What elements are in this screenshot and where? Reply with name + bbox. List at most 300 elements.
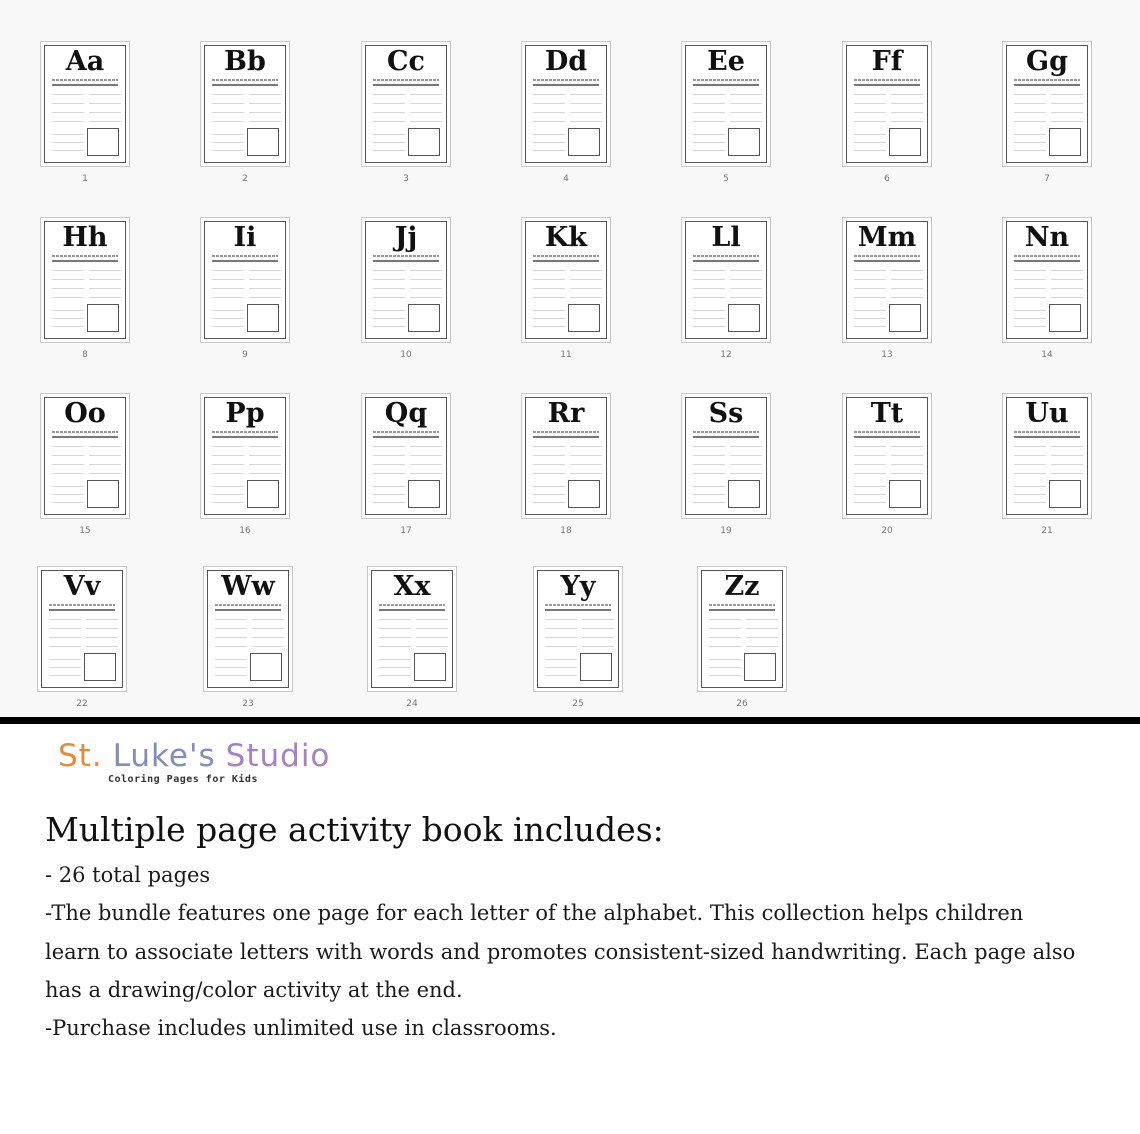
writing-line (533, 288, 565, 289)
writing-line (379, 667, 411, 668)
writing-line (410, 121, 442, 122)
writing-line (379, 646, 411, 647)
writing-line (570, 473, 602, 474)
worksheet-page (1002, 217, 1092, 343)
writing-line (693, 270, 725, 271)
writing-line (730, 103, 762, 104)
page-number: 22 (76, 699, 88, 709)
writing-line (693, 326, 725, 327)
writing-line (373, 502, 405, 503)
page-thumbnail (361, 41, 453, 184)
writing-line (212, 112, 244, 113)
writing-line (89, 279, 121, 280)
writing-line (52, 297, 84, 298)
writing-line (1014, 326, 1046, 327)
writing-line (373, 121, 405, 122)
writing-line (86, 637, 118, 638)
page-thumbnail (842, 217, 934, 360)
page-letter: Xx (393, 571, 431, 602)
writing-line (746, 637, 778, 638)
writing-line (373, 318, 405, 319)
page-thumbnail (200, 393, 292, 536)
drawing-box (84, 653, 116, 681)
writing-line (212, 134, 244, 135)
writing-line (730, 288, 762, 289)
writing-line (49, 637, 81, 638)
writing-line (854, 112, 886, 113)
page-thumbnail (1002, 217, 1094, 360)
writing-line (86, 646, 118, 647)
writing-line (416, 628, 448, 629)
writing-line (693, 502, 725, 503)
writing-line (570, 297, 602, 298)
worksheet-page (40, 393, 130, 519)
writing-line (533, 94, 565, 95)
detail-line: -The bundle features one page for each letter of the alphabet. This collection helps children learn to associate letters with words and promotes consistent-sized handwriting. Each page also has a drawing/color activity at the end. (45, 901, 1076, 1002)
drawing-box (1049, 128, 1081, 156)
writing-line (533, 310, 565, 311)
page-thumbnail (521, 217, 613, 360)
writing-line (373, 142, 405, 143)
page-thumbnail (521, 393, 613, 536)
instruction-line (373, 255, 439, 257)
drawing-box (247, 480, 279, 508)
writing-line (86, 619, 118, 620)
writing-line (746, 646, 778, 647)
writing-line (410, 112, 442, 113)
writing-line (693, 121, 725, 122)
page-number: 14 (1041, 350, 1053, 360)
writing-line (693, 446, 725, 447)
page-number: 15 (79, 526, 91, 536)
writing-line (1014, 94, 1046, 95)
page-letter: Ff (871, 46, 903, 77)
writing-line (693, 486, 725, 487)
writing-line (215, 646, 247, 647)
writing-line (89, 270, 121, 271)
drawing-box (1049, 480, 1081, 508)
writing-line (215, 619, 247, 620)
writing-line (533, 326, 565, 327)
page-letter: Jj (394, 222, 418, 253)
writing-line (891, 446, 923, 447)
writing-line (533, 486, 565, 487)
writing-line (89, 103, 121, 104)
writing-line (52, 473, 84, 474)
worksheet-page (40, 41, 130, 167)
page-number: 5 (723, 174, 729, 184)
writing-line (1014, 270, 1046, 271)
writing-line (854, 310, 886, 311)
page-thumbnail (681, 41, 773, 184)
writing-line (1014, 103, 1046, 104)
writing-line (52, 494, 84, 495)
writing-line (1051, 94, 1083, 95)
writing-line (49, 675, 81, 676)
page-thumbnail (200, 41, 292, 184)
writing-line (249, 455, 281, 456)
writing-line (379, 637, 411, 638)
writing-line (693, 455, 725, 456)
writing-line (533, 112, 565, 113)
writing-line (89, 297, 121, 298)
page-letter: Zz (724, 571, 760, 602)
writing-line (49, 619, 81, 620)
writing-line (533, 455, 565, 456)
writing-line (212, 494, 244, 495)
writing-line (891, 279, 923, 280)
worksheet-page (200, 393, 290, 519)
writing-line (545, 659, 577, 660)
writing-line (212, 464, 244, 465)
writing-line (533, 473, 565, 474)
writing-line (410, 446, 442, 447)
worksheet-page (37, 566, 127, 692)
writing-line (533, 103, 565, 104)
writing-line (52, 279, 84, 280)
writing-line (373, 94, 405, 95)
brand-tagline: Coloring Pages for Kids (108, 774, 258, 785)
instruction-line (52, 79, 118, 81)
writing-line (212, 310, 244, 311)
writing-line (1014, 473, 1046, 474)
worksheet-page (681, 41, 771, 167)
drawing-box (87, 128, 119, 156)
writing-line (1014, 464, 1046, 465)
writing-line (709, 667, 741, 668)
writing-line (854, 473, 886, 474)
page-letter: Oo (64, 398, 106, 429)
section-divider (0, 717, 1140, 724)
worksheet-page (842, 217, 932, 343)
writing-line (854, 494, 886, 495)
writing-line (379, 675, 411, 676)
page-number: 23 (242, 699, 254, 709)
drawing-box (744, 653, 776, 681)
page-thumbnail (37, 566, 129, 709)
writing-line (709, 675, 741, 676)
writing-line (730, 121, 762, 122)
writing-line (570, 279, 602, 280)
writing-line (379, 628, 411, 629)
writing-line (373, 446, 405, 447)
page-thumbnail (1002, 41, 1094, 184)
page-thumbnail (203, 566, 295, 709)
writing-line (545, 667, 577, 668)
writing-line (249, 121, 281, 122)
writing-line (533, 297, 565, 298)
page-thumbnail (1002, 393, 1094, 536)
writing-line (49, 646, 81, 647)
page-number: 18 (560, 526, 572, 536)
writing-line (212, 326, 244, 327)
writing-line (89, 94, 121, 95)
writing-line (373, 326, 405, 327)
writing-line (89, 121, 121, 122)
writing-line (1014, 446, 1046, 447)
writing-line (693, 279, 725, 280)
writing-line (1051, 279, 1083, 280)
writing-line (410, 279, 442, 280)
writing-line (1014, 142, 1046, 143)
page-letter: Dd (544, 46, 588, 77)
writing-line (379, 659, 411, 660)
writing-line (52, 502, 84, 503)
writing-line (545, 628, 577, 629)
writing-line (373, 297, 405, 298)
writing-line (854, 326, 886, 327)
writing-line (693, 473, 725, 474)
drawing-box (568, 480, 600, 508)
writing-line (212, 150, 244, 151)
writing-line (252, 628, 284, 629)
writing-line (730, 473, 762, 474)
writing-line (693, 142, 725, 143)
writing-line (570, 112, 602, 113)
page-thumbnail (842, 41, 934, 184)
instruction-line (212, 431, 278, 433)
brand-name-part-2: Luke's (112, 738, 216, 774)
writing-line (52, 270, 84, 271)
writing-line (212, 94, 244, 95)
detail-line: -Purchase includes unlimited use in classrooms. (45, 1016, 557, 1041)
instruction-line (379, 604, 445, 606)
writing-line (570, 94, 602, 95)
writing-line (410, 288, 442, 289)
product-headline: Multiple page activity book includes: (45, 810, 664, 849)
worksheet-page (1002, 41, 1092, 167)
writing-line (215, 659, 247, 660)
writing-line (1051, 446, 1083, 447)
writing-line (49, 628, 81, 629)
worksheet-page (361, 41, 451, 167)
writing-line (52, 446, 84, 447)
page-number: 2 (242, 174, 248, 184)
writing-line (1014, 297, 1046, 298)
writing-line (693, 103, 725, 104)
writing-line (746, 628, 778, 629)
writing-line (709, 619, 741, 620)
writing-line (1014, 121, 1046, 122)
drawing-box (247, 304, 279, 332)
writing-line (89, 288, 121, 289)
writing-line (416, 646, 448, 647)
page-letter: Rr (547, 398, 585, 429)
page-number: 20 (881, 526, 893, 536)
writing-line (215, 675, 247, 676)
writing-line (52, 288, 84, 289)
page-letter: Bb (224, 46, 266, 77)
writing-line (570, 121, 602, 122)
writing-line (252, 637, 284, 638)
writing-line (212, 446, 244, 447)
writing-line (730, 464, 762, 465)
writing-line (533, 446, 565, 447)
instruction-line (709, 604, 775, 606)
writing-line (249, 112, 281, 113)
writing-line (730, 446, 762, 447)
writing-line (52, 94, 84, 95)
writing-line (854, 121, 886, 122)
writing-line (533, 502, 565, 503)
page-letter: Nn (1024, 222, 1070, 253)
instruction-line (1014, 79, 1080, 81)
brand-name (58, 736, 330, 776)
writing-line (212, 297, 244, 298)
page-thumbnail (200, 217, 292, 360)
drawing-box (1049, 304, 1081, 332)
drawing-box (728, 128, 760, 156)
drawing-box (568, 304, 600, 332)
writing-line (570, 455, 602, 456)
worksheet-page (203, 566, 293, 692)
writing-line (533, 121, 565, 122)
worksheet-page (521, 217, 611, 343)
writing-line (410, 464, 442, 465)
page-letter: Pp (225, 398, 265, 429)
writing-line (410, 455, 442, 456)
page-number: 6 (884, 174, 890, 184)
writing-line (582, 646, 614, 647)
writing-line (373, 288, 405, 289)
writing-line (1014, 486, 1046, 487)
page-thumbnail (40, 217, 132, 360)
drawing-box (580, 653, 612, 681)
drawing-box (889, 128, 921, 156)
writing-line (373, 279, 405, 280)
writing-line (693, 288, 725, 289)
instruction-line (212, 79, 278, 81)
page-thumbnail (40, 393, 132, 536)
page-thumbnail (521, 41, 613, 184)
writing-line (373, 112, 405, 113)
writing-line (730, 112, 762, 113)
writing-line (730, 279, 762, 280)
brand-name-part-3: Studio (225, 738, 331, 774)
writing-line (854, 297, 886, 298)
drawing-box (87, 480, 119, 508)
writing-line (1051, 112, 1083, 113)
writing-line (533, 150, 565, 151)
writing-line (252, 646, 284, 647)
drawing-box (247, 128, 279, 156)
writing-line (52, 455, 84, 456)
page-number: 8 (82, 350, 88, 360)
writing-line (854, 486, 886, 487)
writing-line (52, 112, 84, 113)
product-details (45, 856, 1085, 1047)
writing-line (730, 455, 762, 456)
writing-line (545, 637, 577, 638)
writing-line (709, 659, 741, 660)
writing-line (570, 464, 602, 465)
page-letter: Ww (221, 571, 275, 602)
drawing-box (87, 304, 119, 332)
writing-line (373, 150, 405, 151)
instruction-line (373, 431, 439, 433)
drawing-box (568, 128, 600, 156)
writing-line (52, 134, 84, 135)
page-number: 13 (881, 350, 893, 360)
drawing-box (408, 304, 440, 332)
instruction-line (854, 79, 920, 81)
writing-line (730, 94, 762, 95)
writing-line (1051, 464, 1083, 465)
writing-line (52, 142, 84, 143)
writing-line (1014, 288, 1046, 289)
writing-line (891, 297, 923, 298)
writing-line (212, 270, 244, 271)
writing-line (52, 464, 84, 465)
writing-line (212, 142, 244, 143)
page-thumbnail (681, 393, 773, 536)
writing-line (49, 667, 81, 668)
instruction-line (854, 255, 920, 257)
writing-line (89, 455, 121, 456)
writing-line (249, 279, 281, 280)
instruction-line (52, 431, 118, 433)
writing-line (249, 270, 281, 271)
page-letter: Kk (544, 222, 588, 253)
writing-line (891, 270, 923, 271)
drawing-box (408, 480, 440, 508)
writing-line (854, 318, 886, 319)
instruction-line (373, 79, 439, 81)
page-letter: Gg (1026, 46, 1068, 77)
writing-line (854, 142, 886, 143)
writing-line (533, 318, 565, 319)
writing-line (373, 486, 405, 487)
instruction-line (533, 79, 599, 81)
writing-line (533, 270, 565, 271)
writing-line (212, 318, 244, 319)
writing-line (709, 637, 741, 638)
writing-line (854, 279, 886, 280)
writing-line (1014, 310, 1046, 311)
page-number: 10 (400, 350, 412, 360)
writing-line (891, 103, 923, 104)
writing-line (545, 675, 577, 676)
drawing-box (250, 653, 282, 681)
writing-line (709, 628, 741, 629)
writing-line (212, 288, 244, 289)
writing-line (1051, 455, 1083, 456)
instruction-line (1014, 431, 1080, 433)
writing-line (1014, 502, 1046, 503)
instruction-line (693, 255, 759, 257)
writing-line (570, 270, 602, 271)
writing-line (52, 318, 84, 319)
writing-line (1014, 455, 1046, 456)
writing-line (373, 473, 405, 474)
writing-line (249, 464, 281, 465)
page-number: 21 (1041, 526, 1053, 536)
page-number: 4 (563, 174, 569, 184)
page-number: 9 (242, 350, 248, 360)
drawing-box (889, 304, 921, 332)
worksheet-page (842, 41, 932, 167)
writing-line (249, 288, 281, 289)
brand-logo (58, 736, 330, 785)
writing-line (891, 464, 923, 465)
writing-line (582, 619, 614, 620)
page-number: 3 (403, 174, 409, 184)
writing-line (89, 473, 121, 474)
writing-line (52, 486, 84, 487)
page-thumbnail (361, 217, 453, 360)
writing-line (215, 667, 247, 668)
brand-name-part-1: St. (58, 738, 103, 774)
